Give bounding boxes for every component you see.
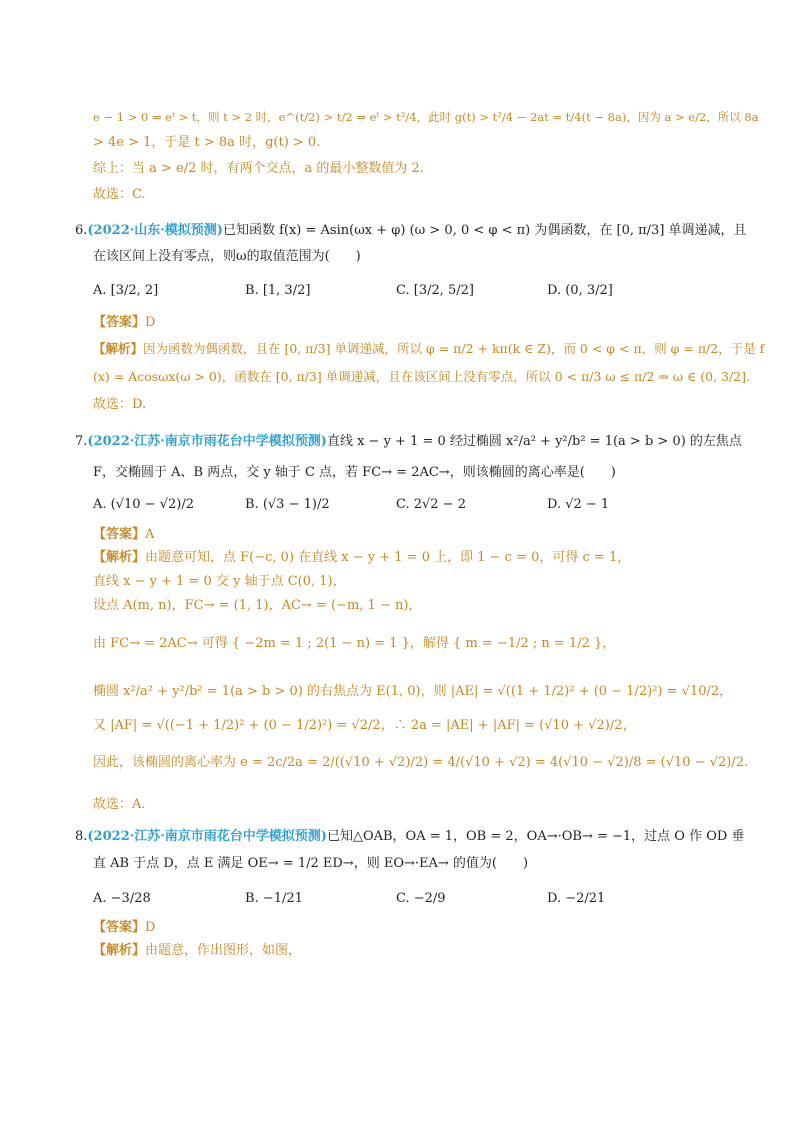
question-7-choice: 故选：A. — [93, 797, 146, 812]
question-number: 7. — [75, 434, 88, 449]
question-6-option-b: B. [1, 3/2] — [245, 283, 311, 298]
question-source: (2022·山东·模拟预测) — [87, 223, 223, 238]
solution-summary: 综上：当 a > e/2 时，有两个交点，a 的最小整数值为 2. — [93, 161, 424, 176]
question-7-option-b: B. (√3 − 1)/2 — [245, 497, 330, 512]
question-7-analysis-line-4: 由 FC→ = 2AC→ 可得 { −2m = 1 ; 2(1 − n) = 1 }，解得 { m = −1/2 ; n = 1/2 }， — [93, 636, 616, 651]
question-7-stem-line-1 — [75, 431, 742, 453]
question-7-analysis-line-1 — [93, 548, 630, 568]
question-8-option-d: D. −2/21 — [547, 891, 606, 906]
question-6-stem-line-2: 在该区间上没有零点，则ω的取值范围为( ) — [93, 249, 361, 264]
answer-value: D — [145, 920, 156, 935]
analysis-text: 由题意，作出图形，如图， — [145, 943, 302, 958]
solution-continuation-line-2: > 4e > 1，于是 t > 8a 时，g(t) > 0. — [93, 135, 321, 150]
question-7-analysis-line-5: 椭圆 x²/a² + y²/b² = 1(a > b > 0) 的右焦点为 E(1, 0)，则 |AE| = √((1 + 1/2)² + (0 − 1/2)²) = √10/2， — [93, 684, 733, 699]
question-8-option-b: B. −1/21 — [245, 891, 303, 906]
analysis-tag: 【解析】 — [93, 550, 146, 565]
analysis-text: 由题意可知，点 F(−c, 0) 在直线 x − y + 1 = 0 上，即 1 − c = 0，可得 c = 1， — [145, 550, 631, 565]
question-number: 6. — [75, 223, 88, 238]
solution-continuation-line-1: e − 1 > 0 ⇒ eᵗ > t，则 t > 2 时，e^(t/2) > t/2 ⇒ eᵗ > t²/4，此时 g(t) > t²/4 − 2at = t/4(t − 8a)，因为 a > e/2，所以 8a — [93, 110, 759, 124]
question-number: 8. — [75, 829, 88, 844]
question-6-stem-line-1 — [75, 220, 747, 242]
answer-tag: 【答案】 — [93, 315, 146, 330]
question-text: 直线 x − y + 1 = 0 经过椭圆 x²/a² + y²/b² = 1(a > b > 0) 的左焦点 — [326, 434, 742, 449]
question-8-stem-line-1 — [75, 826, 744, 848]
question-6-option-d: D. (0, 3/2] — [547, 283, 613, 298]
question-7-answer — [93, 525, 154, 545]
question-6-analysis-line-1 — [93, 339, 764, 359]
question-6-choice: 故选：D. — [93, 397, 147, 412]
analysis-tag: 【解析】 — [93, 943, 146, 958]
question-7-option-c: C. 2√2 − 2 — [396, 497, 467, 512]
answer-tag: 【答案】 — [93, 920, 146, 935]
question-text: 已知函数 f(x) = Asin(ωx + φ) (ω > 0, 0 < φ < π) 为偶函数，在 [0, π/3] 单调递减，且 — [222, 223, 747, 238]
question-7-option-a: A. (√10 − √2)/2 — [93, 497, 194, 512]
question-source: (2022·江苏·南京市雨花台中学模拟预测) — [87, 434, 327, 449]
question-text: 已知△OAB，OA = 1，OB = 2，OA→·OB→ = −1，过点 O 作 OD 垂 — [326, 829, 745, 844]
question-8-answer — [93, 918, 155, 938]
question-8-option-a: A. −3/28 — [93, 891, 151, 906]
question-7-option-d: D. √2 − 1 — [547, 497, 610, 512]
question-6-analysis-line-2: (x) = Acosωx(ω > 0)，函数在 [0, π/3] 单调递减，且在该区间上没有零点，所以 0 < π/3 ω ≤ π/2 ⇒ ω ∈ (0, 3/2]. — [93, 369, 750, 384]
question-8-stem-line-2: 直 AB 于点 D，点 E 满足 OE→ = 1/2 ED→，则 EO→·EA→ 的值为( ) — [93, 856, 529, 871]
analysis-tag: 【解析】 — [93, 341, 144, 356]
answer-tag: 【答案】 — [93, 527, 146, 542]
question-7-analysis-line-6: 又 |AF| = √((−1 + 1/2)² + (0 − 1/2)²) = √2/2，∴ 2a = |AE| + |AF| = (√10 + √2)/2， — [93, 718, 636, 733]
question-8-option-c: C. −2/9 — [396, 891, 446, 906]
question-6-option-c: C. [3/2, 5/2] — [396, 283, 474, 298]
solution-choice: 故选：C. — [93, 187, 146, 202]
question-6-answer — [93, 313, 155, 333]
question-8-analysis-line-1 — [93, 941, 301, 961]
answer-value: D — [145, 315, 156, 330]
question-7-analysis-line-3: 设点 A(m, n)，FC→ = (1, 1)，AC→ = (−m, 1 − n)， — [93, 598, 422, 613]
question-7-stem-line-2: F，交椭圆于 A、B 两点，交 y 轴于 C 点，若 FC→ = 2AC→，则该椭圆的离心率是( ) — [93, 465, 616, 480]
analysis-text: 因为函数为偶函数，且在 [0, π/3] 单调递减，所以 φ = π/2 + kπ(k ∈ Z)，而 0 < φ < π，则 φ = π/2，于是 f — [143, 341, 765, 356]
question-7-analysis-line-2: 直线 x − y + 1 = 0 交 y 轴于点 C(0, 1)， — [93, 574, 346, 589]
question-6-option-a: A. [3/2, 2] — [93, 283, 159, 298]
question-source: (2022·江苏·南京市雨花台中学模拟预测) — [87, 829, 327, 844]
question-7-analysis-line-7: 因此，该椭圆的离心率为 e = 2c/2a = 2/((√10 + √2)/2) = 4/(√10 + √2) = 4(√10 − √2)/8 = (√10 − √2)/2. — [93, 755, 749, 770]
answer-value: A — [145, 527, 155, 542]
